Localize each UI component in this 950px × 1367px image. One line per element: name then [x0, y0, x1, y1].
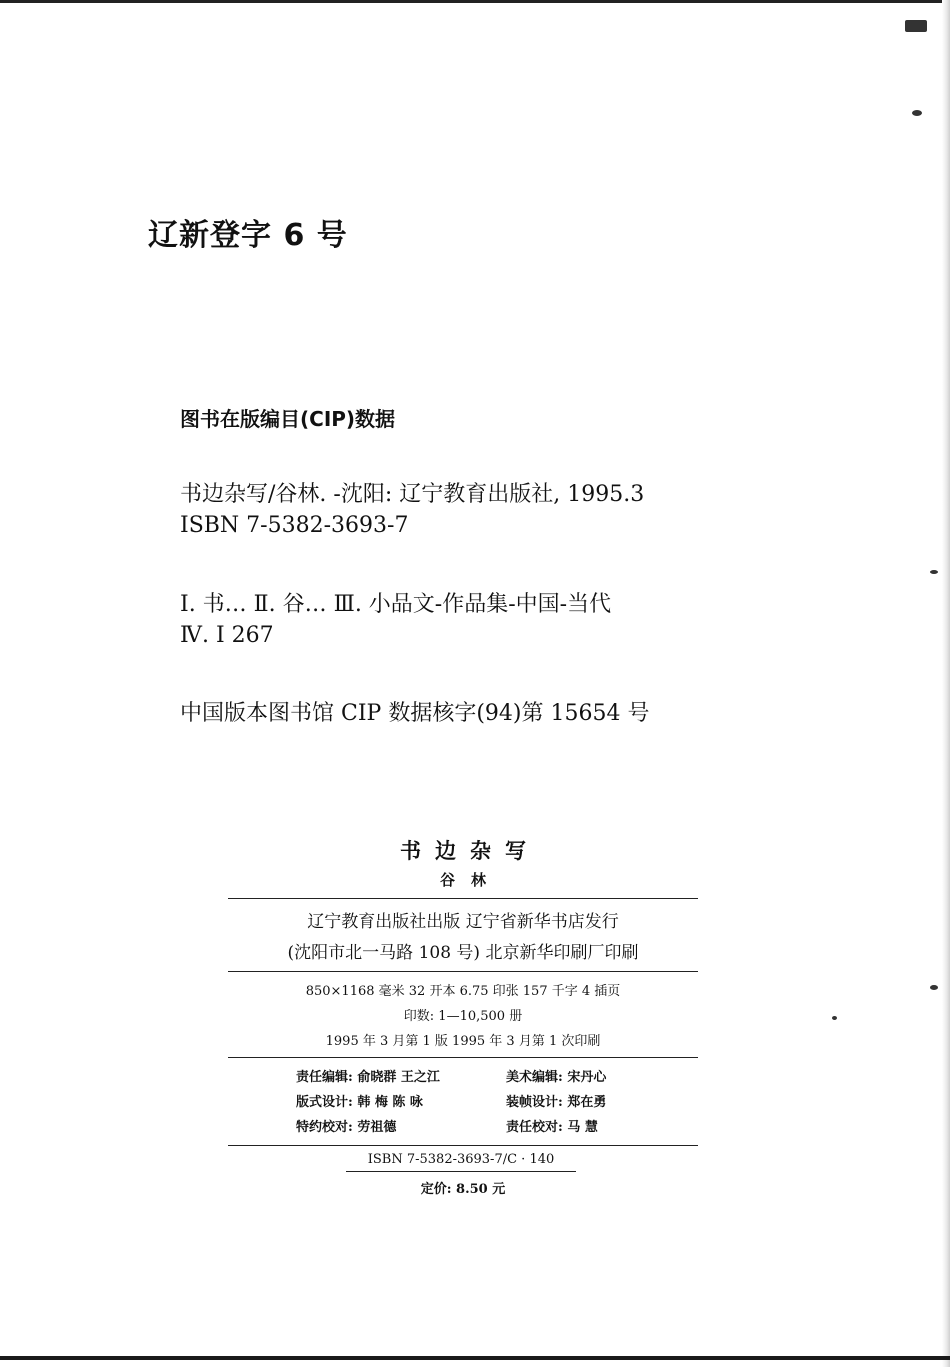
imprint-divider [228, 898, 698, 899]
page-right-edge-shadow [942, 0, 950, 1367]
scan-mark [930, 570, 938, 574]
cip-classification: Ⅳ. I 267 [180, 623, 274, 648]
isbn-underline [346, 1171, 576, 1172]
publisher-line: 辽宁教育出版社出版 辽宁省新华书店发行 [307, 912, 619, 932]
isbn-full: ISBN 7-5382-3693-7/C · 140 [367, 1152, 555, 1167]
imprint-divider [228, 971, 698, 972]
book-author: 谷林 [439, 871, 502, 889]
scan-mark [832, 1016, 837, 1020]
scan-mark [905, 20, 927, 32]
price: 定价: 8.50 元 [420, 1182, 506, 1197]
credit-entry: 装帧设计: 郑在勇 [506, 1095, 607, 1110]
cip-heading: 图书在版编目(CIP)数据 [180, 407, 396, 431]
imprint-divider [228, 1057, 698, 1058]
page-top-edge [0, 0, 950, 3]
address-line: (沈阳市北一马路 108 号) 北京新华印刷厂印刷 [287, 943, 639, 963]
format-line: 850×1168 毫米 32 开本 6.75 印张 157 千字 4 插页 [305, 984, 621, 999]
cip-isbn: ISBN 7-5382-3693-7 [180, 513, 409, 538]
credit-entry: 特约校对: 劳祖德 [296, 1120, 397, 1135]
scan-mark [912, 110, 922, 116]
page-bottom-edge [0, 1356, 950, 1360]
scan-mark [930, 985, 938, 990]
cip-approval-number: 中国版本图书馆 CIP 数据核字(94)第 15654 号 [180, 701, 650, 726]
credit-entry: 责任校对: 马 慧 [506, 1120, 598, 1135]
credit-entry: 美术编辑: 宋丹心 [506, 1070, 607, 1085]
book-title: 书边杂写 [400, 839, 540, 863]
registration-number: 辽新登字 6 号 [148, 218, 348, 253]
cip-record: 书边杂写/谷林. -沈阳: 辽宁教育出版社, 1995.3 [180, 482, 645, 507]
credits-grid [228, 1066, 698, 1135]
cip-subjects: Ⅰ. 书… Ⅱ. 谷… Ⅲ. 小品文-作品集-中国-当代 [180, 592, 612, 617]
imprint-block [228, 835, 698, 1197]
credit-entry: 责任编辑: 俞晓群 王之江 [296, 1070, 440, 1085]
edition-line: 1995 年 3 月第 1 版 1995 年 3 月第 1 次印刷 [325, 1034, 601, 1049]
credit-entry: 版式设计: 韩 梅 陈 咏 [296, 1095, 423, 1110]
print-run: 印数: 1—10,500 册 [403, 1009, 523, 1024]
